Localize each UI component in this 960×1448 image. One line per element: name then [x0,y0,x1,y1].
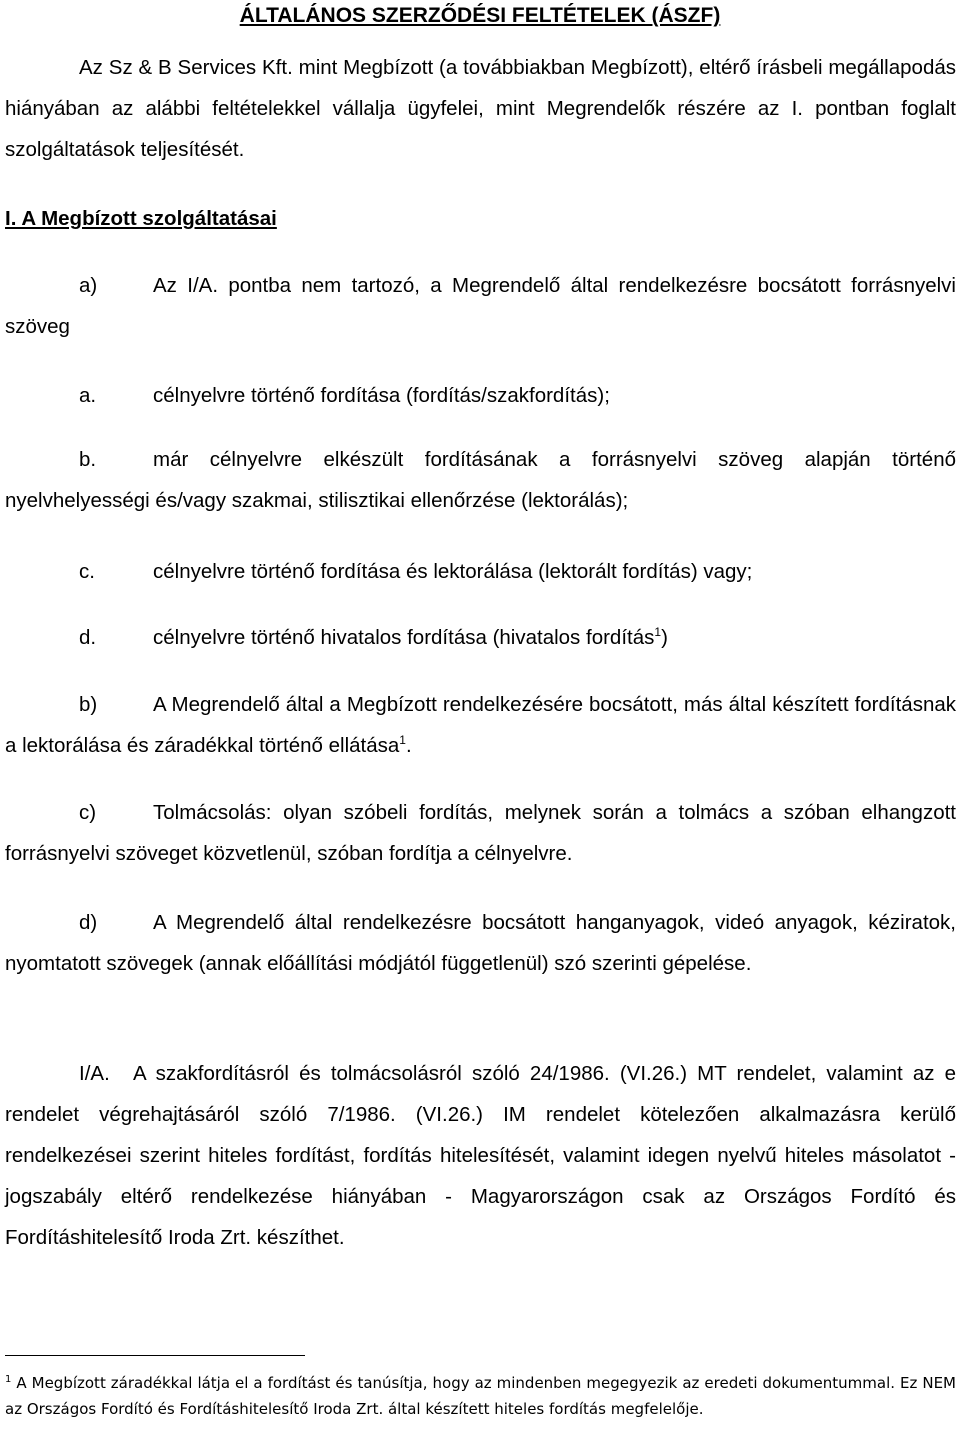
subitem-c-text: célnyelvre történő fordítása és lektorálása (lektorált fordítás) vagy; [153,560,753,583]
subitem-d-tail: ) [661,626,668,649]
footnote-divider [5,1355,305,1356]
subitem-d-label: d. [79,626,97,649]
subitem-d-text: célnyelvre történő hivatalos fordítása (hivatalos fordítás [153,626,655,649]
item-b-text: A Megrendelő által a Megbízott rendelkezésére bocsátott, más által készített fordításnak a lektorálása és záradékkal történő ellátása [5,693,956,757]
subitem-d [5,617,956,658]
section-heading: I. A Megbízott szolgáltatásai [5,207,277,230]
section-ia [5,1053,956,1258]
footnote-ref: 1 [654,625,662,640]
item-b-tail: . [405,734,412,757]
footnote-text: A Megbízott záradékkal látja el a fordítást és tanúsítja, hogy az mindenben megegyezik az eredeti dokumentummal. Ez NEM az Országos Fordító és Fordításhitelesítő Iroda Zrt. által készített hiteles fordítás megfelelője. [5,1374,956,1418]
item-d [5,902,956,984]
footnote-ref: 1 [399,733,406,748]
subitem-a-text: célnyelvre történő fordítása (fordítás/szakfordítás); [153,384,610,407]
footnote-mark: 1 [5,1374,12,1385]
section-ia-text: A szakfordításról és tolmácsolásról szóló 24/1986. (VI.26.) MT rendelet, valamint az e rendelet végrehajtásáról szóló 7/1986. (VI.26.) IM rendelet kötelezően alkalmazásra kerülő rendelkezései szerint hiteles fordítást, fordítás hitelesítését, valamint idegen nyelvű hiteles másolatot - jogszabály eltérő rendelkezése hiányában - Magyarországon csak az Országos Fordító és Fordításhitelesítő Iroda Zrt. készíthet. [5,1062,956,1249]
item-c-text: Tolmácsolás: olyan szóbeli fordítás, melynek során a tolmács a szóban elhangzott forrásnyelvi szöveget közvetlenül, szóban fordítja a célnyelvre. [5,801,956,865]
item-d-label: d) [79,911,98,934]
subitem-a-label: a. [79,384,97,407]
item-c [5,792,956,874]
subitem-b-label: b. [79,448,97,471]
intro-paragraph [5,47,956,170]
item-d-text: A Megrendelő által rendelkezésre bocsátott hanganyagok, videó anyagok, kéziratok, nyomtatott szövegek (annak előállítási módjától függetlenül) szó szerinti gépelése. [5,911,956,975]
intro-text: Az Sz & B Services Kft. mint Megbízott (a továbbiakban Megbízott), eltérő írásbeli megállapodás hiányában az alábbi feltételekkel vállalja ügyfelei, mint Megrendelők részére az I. pontban foglalt szolgáltatások teljesítését. [5,56,956,161]
item-a-text: Az I/A. pontba nem tartozó, a Megrendelő által rendelkezésre bocsátott forrásnyelvi szöveg [5,274,956,338]
item-b-label: b) [79,693,98,716]
document-title: ÁLTALÁNOS SZERZŐDÉSI FELTÉTELEK (ÁSZF) [239,4,721,27]
item-a-label: a) [79,274,98,297]
item-a [5,265,956,347]
item-b [5,684,956,766]
footnote [5,1370,956,1422]
subitem-b-text: már célnyelvre elkészült fordításának a forrásnyelvi szöveg alapján történő nyelvhelyességi és/vagy szakmai, stilisztikai ellenőrzése (lektorálás); [5,448,956,512]
item-c-label: c) [79,801,97,824]
subitem-c-label: c. [79,560,95,583]
subitem-a [5,375,956,416]
subitem-c [5,551,956,592]
section-ia-label: I/A. [79,1062,110,1085]
subitem-b [5,439,956,521]
